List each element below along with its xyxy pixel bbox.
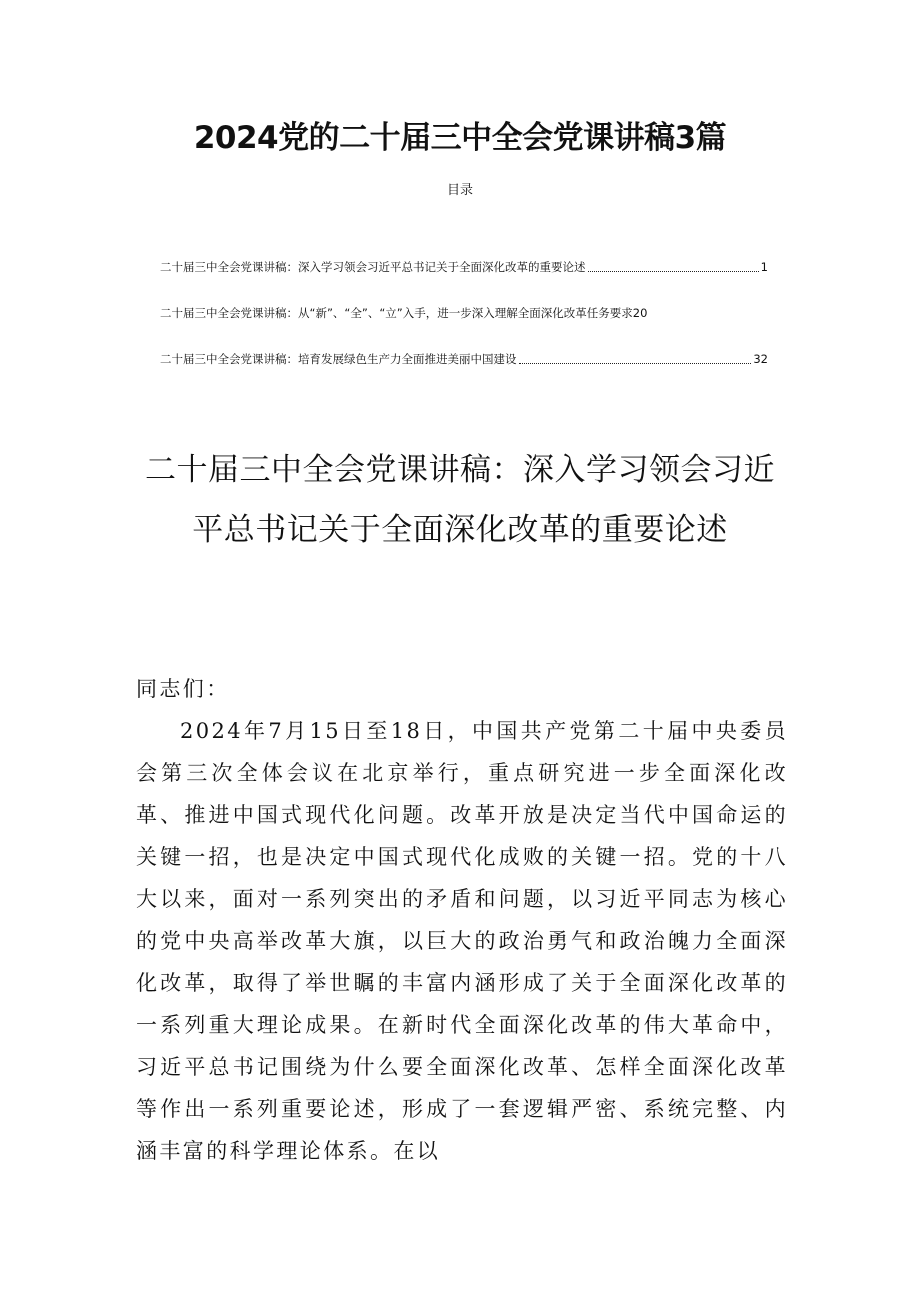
section-title: 二十届三中全会党课讲稿：深入学习领会习近平总书记关于全面深化改革的重要论述: [145, 452, 775, 548]
body-text: [136, 668, 788, 1172]
toc-page-number: 20: [632, 306, 648, 320]
toc-entry-2[interactable]: [160, 276, 768, 322]
document-title: 2024党的二十届三中全会党课讲稿3篇: [193, 120, 727, 156]
toc-dot-leader: [519, 363, 752, 364]
toc-dot-leader: [588, 271, 759, 272]
toc-heading: 目录: [446, 183, 473, 198]
table-of-contents: [160, 230, 768, 368]
toc-page-number: 32: [753, 352, 768, 366]
toc-entry-1[interactable]: [160, 230, 768, 276]
toc-page-number: 1: [760, 260, 768, 274]
toc-entry-text: 二十届三中全会党课讲稿：从“新”、“全”、“立”入手，进一步深入理解全面深化改革任务要求: [160, 306, 633, 320]
salutation: 同志们：: [136, 677, 230, 701]
toc-entry-3[interactable]: [160, 322, 768, 368]
paragraph: 2024年7月15日至18日，中国共产党第二十届中央委员会第三次全体会议在北京举行，重点研究进一步全面深化改革、推进中国式现代化问题。改革开放是决定当代中国命运的关键一招，也是决定中国式现代化成败的关键一招。党的十八大以来，面对一系列突出的矛盾和问题，以习近平同志为核心的党中央高举改革大旗，以巨大的政治勇气和政治魄力全面深化改革，取得了举世瞩的丰富内涵形成了关于全面深化改革的一系列重大理论成果。在新时代全面深化改革的伟大革命中，习近平总书记围绕为什么要全面深化改革、怎样全面深化改革等作出一系列重要论述，形成了一套逻辑严密、系统完整、内涵丰富的科学理论体系。在以: [136, 719, 788, 1163]
toc-entry-text: 二十届三中全会党课讲稿：深入学习领会习近平总书记关于全面深化改革的重要论述: [160, 260, 586, 274]
toc-entry-text: 二十届三中全会党课讲稿：培育发展绿色生产力全面推进美丽中国建设: [160, 352, 517, 366]
